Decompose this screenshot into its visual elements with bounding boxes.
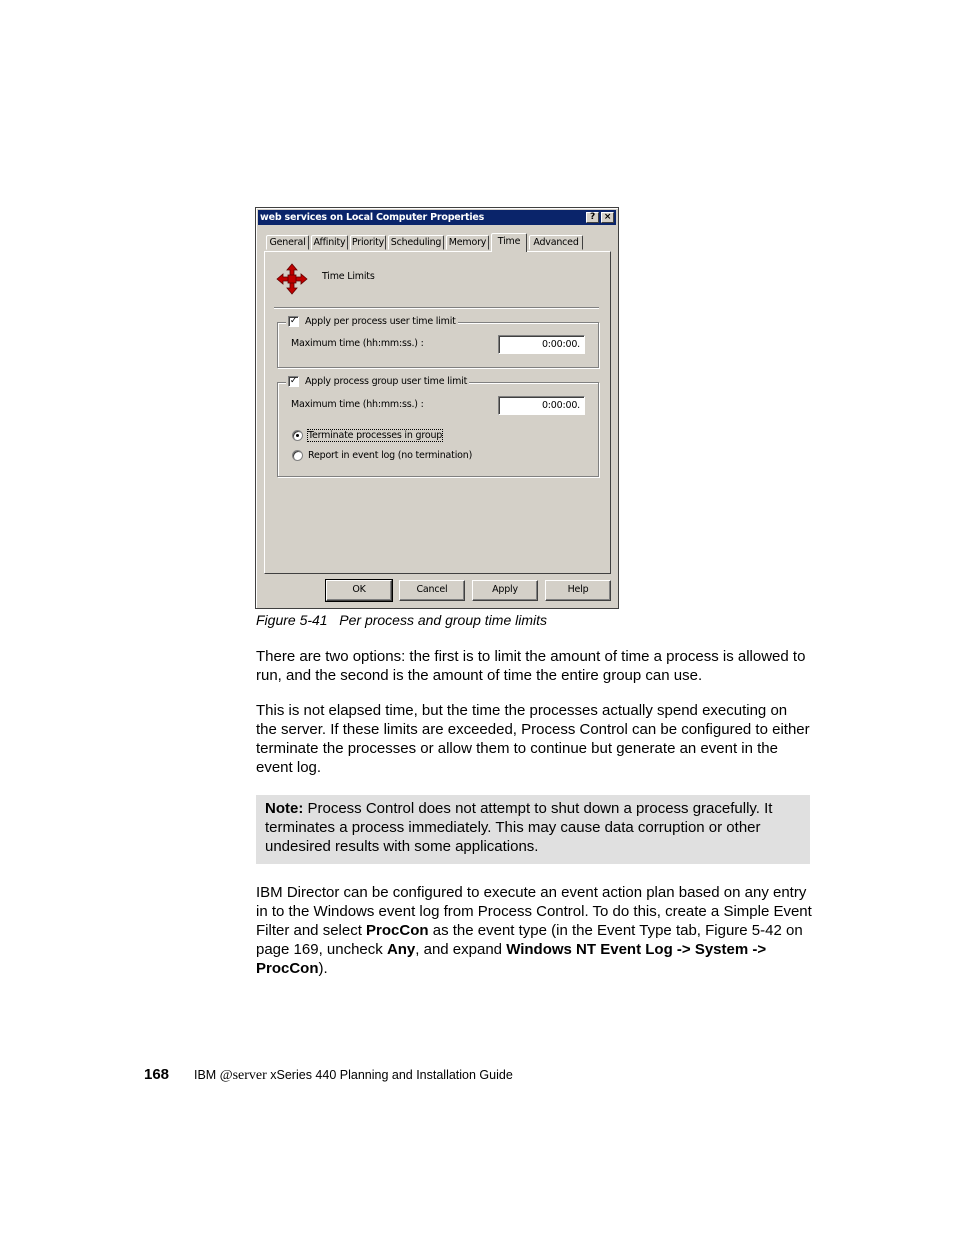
guide-suffix: xSeries 440 Planning and Installation Guide	[266, 1068, 513, 1082]
report-radio-row[interactable]	[292, 450, 472, 461]
per-process-legend	[286, 316, 458, 327]
tab-priority[interactable]: Priority	[351, 237, 385, 248]
para3-text-1: IBM Director can be configured to execute an event action plan based on any entry in to the Windows event log from Process Control. To do this, create a Simple Event Filter and select	[256, 884, 812, 939]
tab-scheduling[interactable]: Scheduling	[388, 235, 444, 250]
eserver-brand: @server	[219, 1068, 267, 1083]
figure-caption	[256, 612, 547, 628]
help-title-button[interactable]: ?	[586, 212, 599, 223]
apply-button[interactable]: Apply	[472, 580, 538, 601]
help-button[interactable]: Help	[545, 580, 611, 601]
per-process-max-time-input[interactable]: 0:00:00.	[498, 335, 585, 354]
para3-bold-event-log-path: Windows NT Event Log -> System -> ProcCon	[256, 941, 767, 977]
terminate-radio-row[interactable]	[292, 430, 442, 441]
move-arrows-icon	[276, 263, 308, 295]
process-group-legend	[286, 376, 469, 387]
note-text: Process Control does not attempt to shut down a process gracefully. It terminates a process immediately. This may cause data corruption or other undesired results with some applications.	[265, 800, 773, 855]
per-process-group	[277, 316, 599, 368]
dialog-titlebar	[258, 210, 616, 225]
header-divider	[274, 307, 599, 309]
time-limits-heading: Time Limits	[322, 271, 375, 282]
dialog-title: web services on Local Computer Properties	[260, 212, 485, 223]
terminate-radio-label: Terminate processes in group	[308, 430, 443, 441]
process-group-group	[277, 376, 599, 477]
page-number: 168	[144, 1066, 170, 1083]
per-process-max-time-label: Maximum time (hh:mm:ss.) :	[291, 338, 424, 349]
close-title-button[interactable]: ×	[601, 212, 614, 223]
process-group-checkbox-label: Apply process group user time limit	[305, 376, 468, 387]
note-label: Note:	[265, 800, 304, 817]
para3-bold-proccon: ProcCon	[366, 922, 429, 939]
tab-affinity[interactable]: Affinity	[311, 235, 348, 250]
report-radio-label: Report in event log (no termination)	[308, 450, 473, 461]
figure-number: Figure 5-41	[256, 612, 328, 628]
para3-text-4: ).	[318, 960, 328, 977]
tab-general[interactable]: General	[266, 235, 309, 250]
report-radio[interactable]	[292, 450, 303, 461]
guide-title	[194, 1068, 513, 1084]
paragraph-options: There are two options: the first is to limit the amount of time a process is allowed to run, and the second is the amount of time the entire group can use.	[256, 648, 806, 684]
paragraph-elapsed-time: This is not elapsed time, but the time the processes actually spend executing on the server. If these limits are exceeded, Process Control can be configured to either terminate the processes or allow them to continue but generate an event in the event log.	[256, 702, 810, 776]
terminate-radio[interactable]	[292, 430, 303, 441]
figure-caption-text: Per process and group time limits	[339, 612, 548, 628]
process-group-max-time-input[interactable]: 0:00:00.	[498, 396, 585, 415]
per-process-checkbox[interactable]: ✓	[289, 316, 298, 326]
para3-text-2: as the event type (in the Event Type tab, Figure 5-42 on page 169, uncheck	[256, 922, 803, 958]
tab-advanced[interactable]: Advanced	[529, 235, 583, 250]
cancel-button[interactable]: Cancel	[399, 580, 465, 601]
para3-text-3: , and expand	[415, 941, 507, 958]
tab-memory[interactable]: Memory	[446, 235, 489, 250]
process-group-checkbox[interactable]: ✓	[289, 376, 298, 386]
per-process-checkbox-label: Apply per process user time limit	[305, 316, 456, 327]
properties-dialog	[255, 207, 619, 609]
para3-bold-any: Any	[386, 941, 416, 958]
note-box	[256, 795, 810, 864]
ok-button[interactable]: OK	[326, 580, 392, 601]
paragraph-ibm-director	[256, 883, 812, 978]
tab-time[interactable]: Time	[491, 233, 527, 252]
process-group-max-time-label: Maximum time (hh:mm:ss.) :	[291, 399, 424, 410]
guide-prefix: IBM	[194, 1068, 220, 1082]
